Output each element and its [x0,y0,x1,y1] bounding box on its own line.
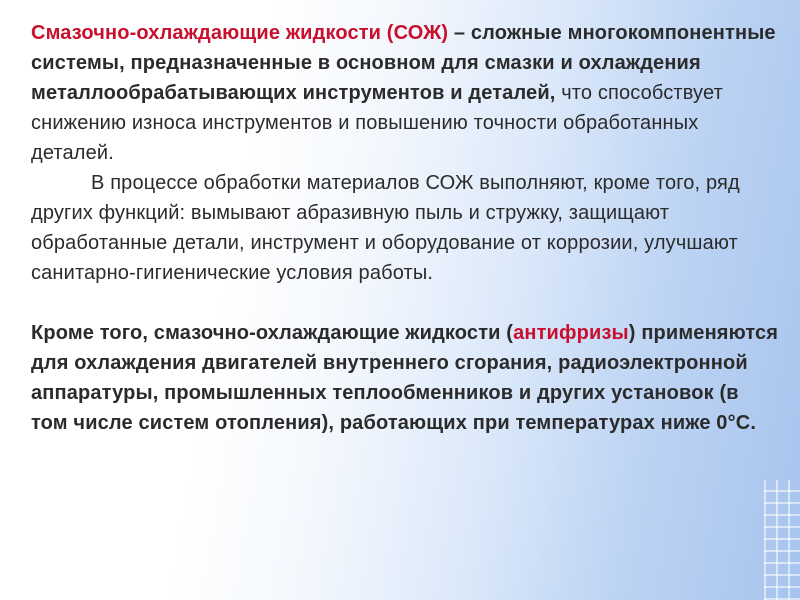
antifreeze-text-end: ) применяются для охлаждения двигателей внутреннего сгорания, радиоэлектронной аппаратуры, промышленных теплообменников и других установок (в том числе систем отопления), работающих при температурах ниже 0°С. [31,322,779,434]
antifreeze-text-start: Кроме того, смазочно-охлаждающие жидкости ( [31,322,514,344]
paragraph-spacer [31,288,781,318]
definition-paragraph [31,18,781,168]
definition-normal-text: что способствует снижению износа инструментов и повышению точности обработанных деталей. [31,82,723,164]
antifreeze-highlight: антифризы [513,322,629,344]
decorative-grid [764,480,800,600]
functions-paragraph: В процессе обработки материалов СОЖ выполняют, кроме того, ряд других функций: вымывают абразивную пыль и стружку, защищают обработанные детали, инструмент и оборудование от коррозии, улучшают санитарно-гигиенические условия работы. [31,172,740,284]
slide-content [31,18,781,438]
antifreeze-paragraph [31,318,781,438]
term-cutting-fluids: Смазочно-охлаждающие жидкости (СОЖ) [31,22,449,44]
definition-bold-text: – сложные многокомпонентные системы, предназначенные в основном для смазки и охлаждения металлообрабатывающих инструментов и деталей, [31,22,776,104]
